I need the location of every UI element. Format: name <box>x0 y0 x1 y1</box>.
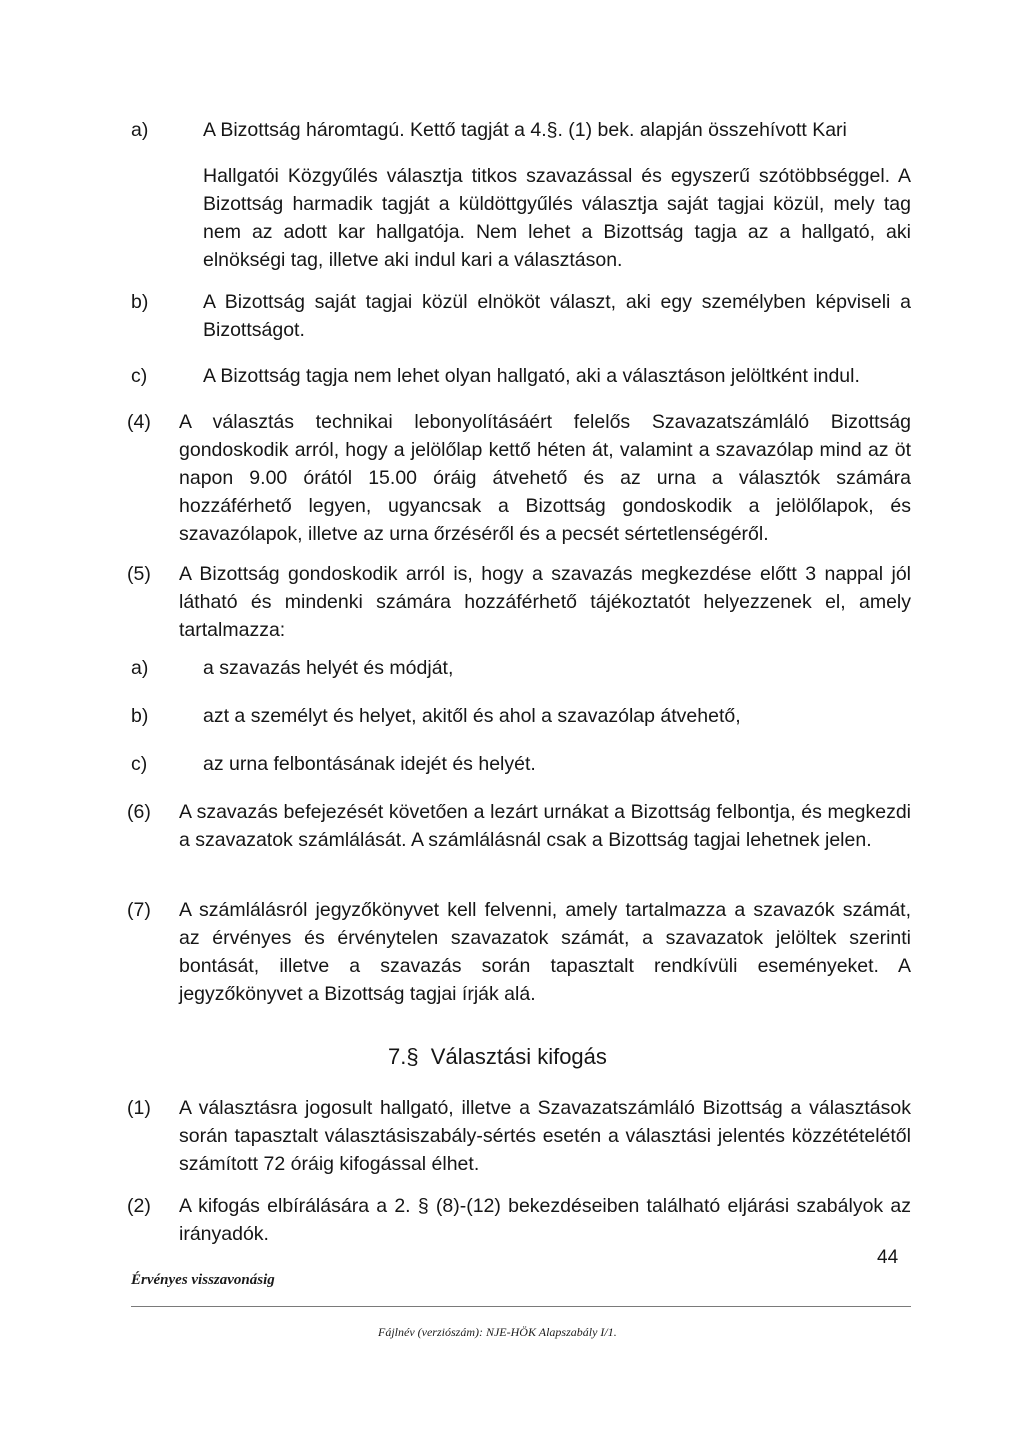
section-heading: 7.§ Választási kifogás <box>388 1044 607 1069</box>
item-label: (6) <box>127 801 151 823</box>
footer-divider <box>131 1306 911 1307</box>
item-label: a) <box>131 657 149 679</box>
item-text: az urna felbontásának idejét és helyét. <box>203 753 536 775</box>
item-label: (5) <box>127 563 151 585</box>
item-label: a) <box>131 119 149 141</box>
item-text: A választás technikai lebonyolításáért felelős Szavazatszámláló Bizottság gondoskodik arról, hogy a jelölőlap kettő héten át, valamint a szavazólap mind az öt napon 9.00 órától 15.00 óráig átvehető és az urna a választók számára hozzáférhető legyen, ugyancsak a Bizottság gondoskodik a jelölőlapok, és szavazólapok, illetve az urna őrzéséről és a pecsét sértetlenségéről. <box>179 411 911 545</box>
page-number: 44 <box>877 1247 899 1268</box>
item-text: A számlálásról jegyzőkönyvet kell felvenni, amely tartalmazza a szavazók számát, az érvényes és érvénytelen szavazatok számát, a szavazatok jelöltek szerinti bontását, illetve a szavazás során tapasztalt rendkívüli eseményeket. A jegyzőkönyvet a Bizottság tagjai írják alá. <box>179 899 911 1005</box>
item-text: A Bizottság gondoskodik arról is, hogy a szavazás megkezdése előtt 3 nappal jól látható és mindenki számára hozzáférhető tájékoztatót helyezzenek el, amely tartalmazza: <box>179 563 911 641</box>
item-label: b) <box>131 705 149 727</box>
item-label: b) <box>131 291 149 313</box>
item-label: (7) <box>127 899 151 921</box>
item-label: (1) <box>127 1097 151 1119</box>
footer-filename: Fájlnév (verziószám): NJE-HÖK Alapszabály I/1. <box>378 1325 617 1339</box>
validity-note: Érvényes visszavonásig <box>131 1272 275 1288</box>
item-text: A választásra jogosult hallgató, illetve a Szavazatszámláló Bizottság a választások során tapasztalt választásiszabály-sértés esetén a választási jelentés közzétételétől számított 72 óráig kifogással élhet. <box>179 1097 911 1175</box>
item-text: A Bizottság tagja nem lehet olyan hallgató, aki a választáson jelöltként indul. <box>203 365 860 387</box>
item-text: azt a személyt és helyet, akitől és ahol a szavazólap átvehető, <box>203 705 741 727</box>
item-text: A kifogás elbírálására a 2. § (8)-(12) bekezdéseiben található eljárási szabályok az irányadók. <box>179 1195 911 1245</box>
item-text: a szavazás helyét és módját, <box>203 657 454 679</box>
item-text: Hallgatói Közgyűlés választja titkos szavazással és egyszerű szótöbbséggel. A Bizottság harmadik tagját a küldöttgyűlés választja saját tagjai közül, mely tag nem az adott kar hallgatója. Nem lehet a Bizottság tagja az a hallgató, aki elnökségi tag, illetve aki indul kari a választáson. <box>203 165 911 271</box>
item-text: A szavazás befejezését követően a lezárt urnákat a Bizottság felbontja, és megkezdi a szavazatok számlálását. A számlálásnál csak a Bizottság tagjai lehetnek jelen. <box>179 801 911 851</box>
item-label: (4) <box>127 411 151 433</box>
item-text: A Bizottság háromtagú. Kettő tagját a 4.§. (1) bek. alapján összehívott Kari <box>203 119 847 141</box>
item-label: c) <box>131 365 148 387</box>
item-text: A Bizottság saját tagjai közül elnököt választ, aki egy személyben képviseli a Bizottságot. <box>203 291 911 341</box>
item-label: (2) <box>127 1195 151 1217</box>
item-label: c) <box>131 753 148 775</box>
